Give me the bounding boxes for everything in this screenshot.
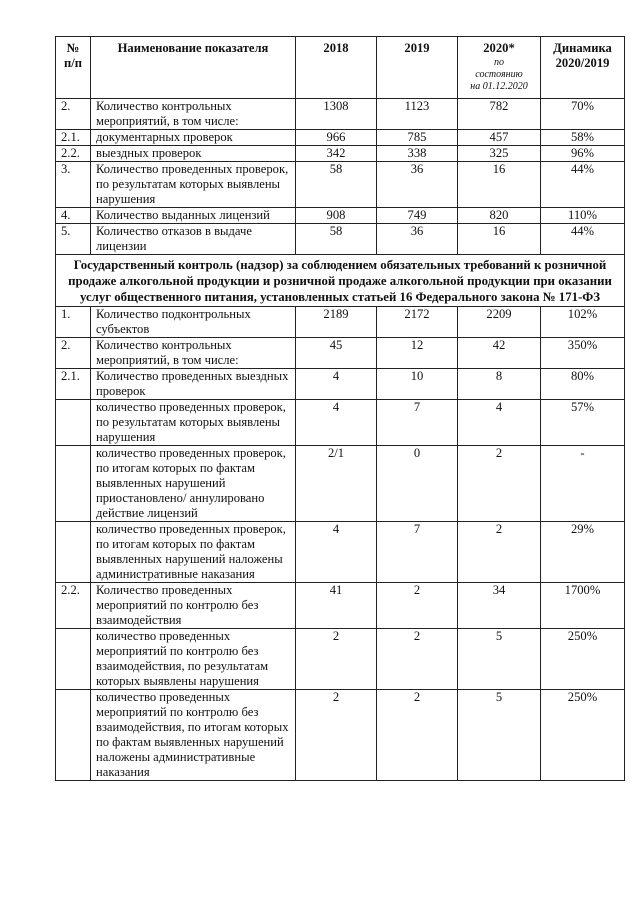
value-2020: 8: [458, 369, 541, 400]
value-dynamics: 29%: [541, 522, 625, 583]
value-2018: 58: [296, 224, 377, 255]
indicator-name: Количество проведенных проверок, по результатам которых выявлены нарушения: [91, 162, 296, 208]
header-2020-note: по состоянию на 01.12.2020: [470, 57, 528, 92]
value-2019: 2: [377, 629, 458, 690]
value-2018: 41: [296, 583, 377, 629]
table-row: [56, 690, 625, 781]
table-row: [56, 369, 625, 400]
row-number: 2.2.: [56, 583, 91, 629]
value-2018: 45: [296, 338, 377, 369]
value-2019: 36: [377, 162, 458, 208]
value-2018: 58: [296, 162, 377, 208]
header-2018: 2018: [296, 37, 377, 99]
value-dynamics: 57%: [541, 400, 625, 446]
indicator-name: выездных проверок: [91, 146, 296, 162]
table-row: [56, 583, 625, 629]
value-2019: 7: [377, 522, 458, 583]
value-2020: 782: [458, 99, 541, 130]
table-row: [56, 162, 625, 208]
value-2018: 2/1: [296, 446, 377, 522]
header-2019: 2019: [377, 37, 458, 99]
indicator-name: количество проведенных проверок, по результатам которых выявлены нарушения: [91, 400, 296, 446]
value-2019: 2172: [377, 307, 458, 338]
header-2020: [458, 37, 541, 99]
value-2020: 34: [458, 583, 541, 629]
value-dynamics: 1700%: [541, 583, 625, 629]
value-2020: 4: [458, 400, 541, 446]
row-number: 4.: [56, 208, 91, 224]
row-number: [56, 690, 91, 781]
value-2018: 2: [296, 690, 377, 781]
table-row: [56, 338, 625, 369]
value-2019: 1123: [377, 99, 458, 130]
value-2018: 908: [296, 208, 377, 224]
value-dynamics: 80%: [541, 369, 625, 400]
table-row: [56, 130, 625, 146]
value-2018: 2189: [296, 307, 377, 338]
value-dynamics: 110%: [541, 208, 625, 224]
value-2018: 342: [296, 146, 377, 162]
row-number: [56, 400, 91, 446]
indicator-name: Количество выданных лицензий: [91, 208, 296, 224]
row-number: 3.: [56, 162, 91, 208]
section-title-row: [56, 255, 625, 307]
value-2019: 7: [377, 400, 458, 446]
value-dynamics: 44%: [541, 224, 625, 255]
value-2019: 749: [377, 208, 458, 224]
row-number: 2.: [56, 99, 91, 130]
row-number: 1.: [56, 307, 91, 338]
value-2020: 457: [458, 130, 541, 146]
value-2020: 5: [458, 690, 541, 781]
section-title: Государственный контроль (надзор) за соблюдением обязательных требований к розничной продаже алкогольной продукции и розничной продаже алкогольной продукции при оказании услуг общественного питания, установленных статьей 16 Федерального закона № 171-ФЗ: [56, 255, 625, 307]
value-2019: 10: [377, 369, 458, 400]
value-2020: 2: [458, 446, 541, 522]
table-row: [56, 307, 625, 338]
indicator-name: количество проведенных проверок, по итогам которых по фактам выявленных нарушений наложены административные наказания: [91, 522, 296, 583]
table-row: [56, 146, 625, 162]
indicator-name: количество проведенных мероприятий по контролю без взаимодействия, по результатам которых выявлены нарушения: [91, 629, 296, 690]
table-row: [56, 224, 625, 255]
header-dynamics: Динамика 2020/2019: [541, 37, 625, 99]
indicator-name: количество проведенных проверок, по итогам которых по фактам выявленных нарушений приостановлено/ аннулировано действие лицензий: [91, 446, 296, 522]
row-number: 2.1.: [56, 130, 91, 146]
value-2020: 42: [458, 338, 541, 369]
value-2019: 338: [377, 146, 458, 162]
value-2018: 2: [296, 629, 377, 690]
value-2019: 2: [377, 583, 458, 629]
value-dynamics: 250%: [541, 690, 625, 781]
value-2020: 16: [458, 162, 541, 208]
value-2018: 1308: [296, 99, 377, 130]
row-number: [56, 446, 91, 522]
row-number: [56, 522, 91, 583]
indicator-name: Количество проведенных мероприятий по контролю без взаимодействия: [91, 583, 296, 629]
value-dynamics: 44%: [541, 162, 625, 208]
value-2019: 2: [377, 690, 458, 781]
value-2020: 2209: [458, 307, 541, 338]
value-2020: 16: [458, 224, 541, 255]
value-2020: 2: [458, 522, 541, 583]
row-number: [56, 629, 91, 690]
value-dynamics: 350%: [541, 338, 625, 369]
value-dynamics: 58%: [541, 130, 625, 146]
value-2019: 0: [377, 446, 458, 522]
header-name: Наименование показателя: [91, 37, 296, 99]
value-2020: 820: [458, 208, 541, 224]
row-number: 5.: [56, 224, 91, 255]
value-2019: 36: [377, 224, 458, 255]
indicator-name: Количество подконтрольных субъектов: [91, 307, 296, 338]
header-2020-label: 2020*: [483, 41, 515, 55]
value-2018: 4: [296, 400, 377, 446]
value-2020: 5: [458, 629, 541, 690]
table-header-row: [56, 37, 625, 99]
row-number: 2.1.: [56, 369, 91, 400]
value-dynamics: -: [541, 446, 625, 522]
row-number: 2.: [56, 338, 91, 369]
value-2018: 4: [296, 369, 377, 400]
table-row: [56, 208, 625, 224]
indicator-name: Количество отказов в выдаче лицензии: [91, 224, 296, 255]
header-num: № п/п: [56, 37, 91, 99]
table-row: [56, 99, 625, 130]
indicator-name: документарных проверок: [91, 130, 296, 146]
value-2018: 966: [296, 130, 377, 146]
indicator-name: Количество проведенных выездных проверок: [91, 369, 296, 400]
value-dynamics: 70%: [541, 99, 625, 130]
value-dynamics: 96%: [541, 146, 625, 162]
table-row: [56, 629, 625, 690]
document-page: [55, 36, 624, 781]
value-2020: 325: [458, 146, 541, 162]
row-number: 2.2.: [56, 146, 91, 162]
value-dynamics: 102%: [541, 307, 625, 338]
indicator-name: количество проведенных мероприятий по контролю без взаимодействия, по итогам которых по фактам выявленных нарушений наложены административные наказания: [91, 690, 296, 781]
value-2018: 4: [296, 522, 377, 583]
indicators-table: [55, 36, 625, 781]
value-2019: 785: [377, 130, 458, 146]
value-dynamics: 250%: [541, 629, 625, 690]
indicator-name: Количество контрольных мероприятий, в том числе:: [91, 99, 296, 130]
table-row: [56, 400, 625, 446]
value-2019: 12: [377, 338, 458, 369]
table-row: [56, 522, 625, 583]
indicator-name: Количество контрольных мероприятий, в том числе:: [91, 338, 296, 369]
table-row: [56, 446, 625, 522]
